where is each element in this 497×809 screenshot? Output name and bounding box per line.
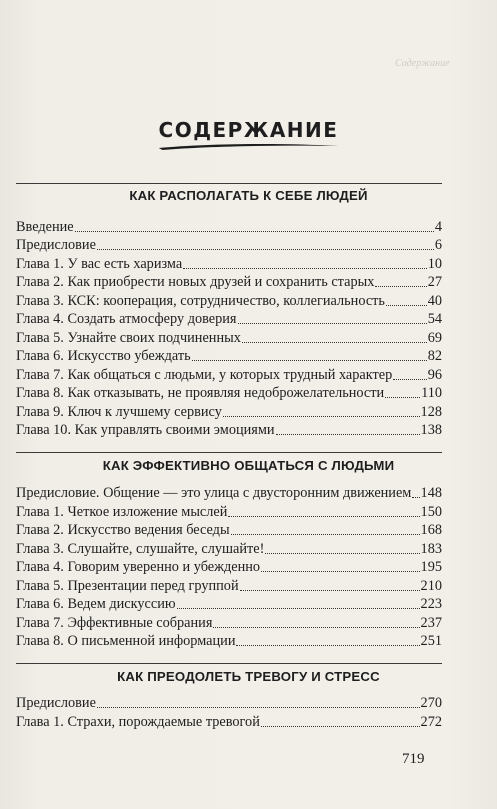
toc-entry[interactable] [16,503,442,521]
toc-entry[interactable] [16,577,442,595]
page-number: 719 [402,751,425,767]
entry-page: 183 [420,541,442,557]
leader-dots [393,378,426,380]
section-heading-1: КАК РАСПОЛАГАТЬ К СЕБЕ ЛЮДЕЙ [129,188,368,203]
toc-title-text: СОДЕРЖАНИЕ [158,118,339,142]
section-rule-2 [16,452,442,453]
entry-page: 270 [420,695,442,711]
leader-dots [265,552,419,554]
entry-page: 272 [420,714,442,730]
leader-dots [213,626,419,628]
entry-label: Глава 2. Искусство ведения беседы [16,522,230,538]
leader-dots [223,415,420,417]
toc-entry[interactable] [16,273,442,291]
entry-label: Глава 8. Как отказывать, не проявляя недоброжелательности [16,385,385,401]
toc-entry[interactable] [16,236,442,254]
entry-label: Глава 8. О письменной информации [16,633,236,649]
toc-entry[interactable] [16,713,442,731]
leader-dots [228,515,419,517]
leader-dots [183,267,426,269]
toc-entry[interactable] [16,540,442,558]
entry-page: 82 [427,348,442,364]
entry-page: 195 [420,559,442,575]
leader-dots [236,644,419,646]
entry-page: 4 [434,219,442,235]
entry-page: 40 [427,293,442,309]
entry-page: 237 [420,615,442,631]
entry-page: 128 [420,404,442,420]
leader-dots [238,322,427,324]
entry-page: 223 [420,596,442,612]
leader-dots [261,725,420,727]
leader-dots [231,533,420,535]
entry-page: 168 [420,522,442,538]
leader-dots [97,706,420,708]
entry-page: 69 [427,330,442,346]
leader-dots [177,607,420,609]
section-heading-2: КАК ЭФФЕКТИВНО ОБЩАТЬСЯ С ЛЮДЬМИ [102,458,395,473]
entry-label: Предисловие. Общение — это улица с двусторонним движением [16,485,412,501]
entry-label: Глава 6. Искусство убеждать [16,348,191,364]
entry-label: Глава 9. Ключ к лучшему сервису [16,404,222,420]
entry-label: Глава 3. КСК: кооперация, сотрудничество, коллегиальность [16,293,385,309]
leader-dots [97,248,434,250]
toc-entry[interactable] [16,329,442,347]
toc-entry[interactable] [16,366,442,384]
running-header-showthrough: Содержание [395,58,450,69]
leader-dots [75,230,434,232]
leader-dots [276,433,420,435]
toc-entry[interactable] [16,614,442,632]
entry-page: 251 [420,633,442,649]
section-heading-3: КАК ПРЕОДОЛЕТЬ ТРЕВОГУ И СТРЕСС [117,669,380,684]
toc-entry[interactable] [16,347,442,365]
section-rule-1 [16,183,442,184]
toc-entry[interactable] [16,310,442,328]
toc-entry[interactable] [16,484,442,502]
entry-label: Глава 4. Создать атмосферу доверия [16,311,237,327]
entry-page: 110 [421,385,442,401]
leader-dots [192,359,427,361]
toc-entry[interactable] [16,694,442,712]
title-block [0,118,497,152]
entry-label: Предисловие [16,695,96,711]
entry-label: Глава 2. Как приобрести новых друзей и сохранить старых [16,274,375,290]
entry-page: 54 [427,311,442,327]
toc-entry[interactable] [16,255,442,273]
entry-page: 150 [420,504,442,520]
entry-label: Введение [16,219,74,235]
toc-entry[interactable] [16,403,442,421]
entry-label: Глава 4. Говорим уверенно и убежденно [16,559,261,575]
entry-label: Глава 1. Страхи, порождаемые тревогой [16,714,260,730]
toc-entry[interactable] [16,384,442,402]
title-underline-ornament [155,140,343,152]
entry-page: 210 [420,578,442,594]
entry-page: 138 [420,422,442,438]
toc-entry[interactable] [16,218,442,236]
leader-dots [385,396,420,398]
entry-label: Глава 10. Как управлять своими эмоциями [16,422,275,438]
leader-dots [386,304,427,306]
leader-dots [240,589,420,591]
entry-label: Глава 5. Узнайте своих подчиненных [16,330,241,346]
toc-entry[interactable] [16,558,442,576]
entry-page: 6 [434,237,442,253]
toc-entry[interactable] [16,421,442,439]
toc-entry[interactable] [16,595,442,613]
leader-dots [375,285,426,287]
section-rule-3 [16,663,442,664]
leader-dots [261,570,419,572]
toc-title [155,118,343,152]
leader-dots [242,341,427,343]
toc-entry[interactable] [16,521,442,539]
entry-label: Глава 7. Как общаться с людьми, у которых трудный характер [16,367,393,383]
entry-label: Предисловие [16,237,96,253]
entry-page: 148 [420,485,442,501]
entry-label: Глава 3. Слушайте, слушайте, слушайте! [16,541,265,557]
entry-label: Глава 5. Презентации перед группой [16,578,239,594]
entry-label: Глава 7. Эффективные собрания [16,615,213,631]
entry-label: Глава 1. У вас есть харизма [16,256,183,272]
entry-page: 96 [427,367,442,383]
entry-label: Глава 6. Ведем дискуссию [16,596,176,612]
entry-page: 27 [427,274,442,290]
entry-label: Глава 1. Четкое изложение мыслей [16,504,228,520]
leader-dots [412,496,419,498]
entry-page: 10 [427,256,442,272]
toc-entry[interactable] [16,292,442,310]
toc-entry[interactable] [16,632,442,650]
